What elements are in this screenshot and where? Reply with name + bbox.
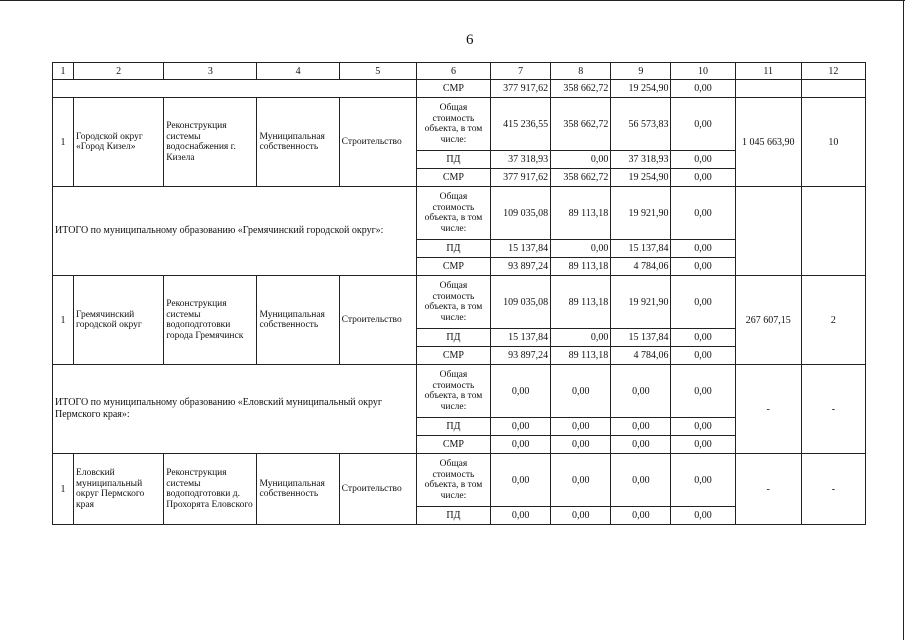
value-cell: 0,00 [671,98,735,151]
row-label: ПД [416,418,490,436]
ownership-cell: Муниципальная собственность [257,276,339,365]
row-label: Общая стоимость объекта, в том числе: [416,276,490,329]
value-cell: 37 318,93 [491,151,551,169]
empty-cell [801,80,865,98]
row-label: СМР [416,169,490,187]
table-row [53,187,866,240]
value-cell: 0,00 [671,240,735,258]
value-cell: 56 573,83 [611,98,671,151]
table-row [53,80,866,98]
object-cell: Реконструкция системы водоподготовки д. Прохорята Еловского [164,454,257,525]
header-cell: 10 [671,63,735,80]
header-row [53,63,866,80]
row-label: СМР [416,80,490,98]
row-label: ПД [416,507,490,525]
value-cell: 0,00 [551,365,611,418]
value-cell: 0,00 [491,418,551,436]
row-number: 1 [53,98,74,187]
value-cell: 0,00 [671,454,735,507]
empty-cell [801,187,865,276]
table-row [53,365,866,418]
row-label: СМР [416,347,490,365]
municipality-cell: Городской округ «Город Кизел» [74,98,164,187]
value-cell: 0,00 [671,347,735,365]
value-cell: 377 917,62 [491,80,551,98]
value-cell: 15 137,84 [491,240,551,258]
value-cell: 415 236,55 [491,98,551,151]
count-cell: 10 [801,98,865,187]
empty-cell [53,80,417,98]
value-cell: 0,00 [611,436,671,454]
value-cell: 93 897,24 [491,258,551,276]
row-number: 1 [53,276,74,365]
value-cell: 89 113,18 [551,258,611,276]
value-cell: 4 784,06 [611,258,671,276]
work-type-cell: Строительство [339,454,416,525]
row-label: ПД [416,329,490,347]
subtotal-label: ИТОГО по муниципальному образованию «Еловский муниципальный округ Пермского края»: [53,365,417,454]
value-cell: 0,00 [491,507,551,525]
value-cell: 37 318,93 [611,151,671,169]
value-cell: 89 113,18 [551,276,611,329]
value-cell: 89 113,18 [551,347,611,365]
header-cell: 7 [491,63,551,80]
value-cell: 358 662,72 [551,169,611,187]
value-cell: 0,00 [611,365,671,418]
value-cell: 93 897,24 [491,347,551,365]
value-cell: 0,00 [671,258,735,276]
row-label: Общая стоимость объекта, в том числе: [416,365,490,418]
value-cell: 0,00 [491,436,551,454]
empty-cell [735,187,801,276]
value-cell: 0,00 [491,454,551,507]
page-right-border [903,0,904,640]
header-cell: 2 [74,63,164,80]
capacity-cell: 267 607,15 [735,276,801,365]
header-cell: 4 [257,63,339,80]
value-cell: 0,00 [671,151,735,169]
value-cell: 0,00 [551,454,611,507]
page-top-border [0,0,905,1]
value-cell: 0,00 [611,418,671,436]
value-cell: 4 784,06 [611,347,671,365]
row-label: ПД [416,151,490,169]
value-cell: 0,00 [491,365,551,418]
row-label: СМР [416,436,490,454]
work-type-cell: Строительство [339,98,416,187]
value-cell: 0,00 [671,418,735,436]
header-cell: 9 [611,63,671,80]
value-cell: 0,00 [551,507,611,525]
table-row [53,276,866,329]
value-cell: 15 137,84 [611,329,671,347]
capacity-cell: - [735,365,801,454]
row-label: ПД [416,240,490,258]
count-cell: - [801,365,865,454]
capacity-cell: - [735,454,801,525]
value-cell: 89 113,18 [551,187,611,240]
funding-table [52,62,866,525]
count-cell: - [801,454,865,525]
value-cell: 15 137,84 [611,240,671,258]
value-cell: 0,00 [671,276,735,329]
ownership-cell: Муниципальная собственность [257,454,339,525]
value-cell: 109 035,08 [491,276,551,329]
work-type-cell: Строительство [339,276,416,365]
header-cell: 3 [164,63,257,80]
header-cell: 5 [339,63,416,80]
table-row [53,98,866,151]
value-cell: 0,00 [551,151,611,169]
value-cell: 0,00 [551,240,611,258]
value-cell: 19 921,90 [611,276,671,329]
value-cell: 0,00 [671,329,735,347]
ownership-cell: Муниципальная собственность [257,98,339,187]
table-row [53,454,866,507]
value-cell: 0,00 [551,329,611,347]
value-cell: 15 137,84 [491,329,551,347]
value-cell: 358 662,72 [551,80,611,98]
header-cell: 1 [53,63,74,80]
object-cell: Реконструкция системы водоподготовки города Гремячинск [164,276,257,365]
header-cell: 12 [801,63,865,80]
header-cell: 8 [551,63,611,80]
municipality-cell: Гремячинский городской округ [74,276,164,365]
value-cell: 0,00 [671,365,735,418]
row-label: Общая стоимость объекта, в том числе: [416,187,490,240]
value-cell: 0,00 [551,436,611,454]
value-cell: 0,00 [611,454,671,507]
municipality-cell: Еловский муниципальный округ Пермского края [74,454,164,525]
header-cell: 11 [735,63,801,80]
value-cell: 19 254,90 [611,169,671,187]
row-number: 1 [53,454,74,525]
value-cell: 19 921,90 [611,187,671,240]
value-cell: 109 035,08 [491,187,551,240]
value-cell: 358 662,72 [551,98,611,151]
value-cell: 0,00 [671,169,735,187]
value-cell: 0,00 [671,80,735,98]
row-label: Общая стоимость объекта, в том числе: [416,454,490,507]
row-label: СМР [416,258,490,276]
page-number: 6 [466,32,474,48]
header-cell: 6 [416,63,490,80]
empty-cell [735,80,801,98]
value-cell: 0,00 [671,507,735,525]
object-cell: Реконструкция системы водоснабжения г. Кизела [164,98,257,187]
subtotal-label: ИТОГО по муниципальному образованию «Гремячинский городской округ»: [53,187,417,276]
value-cell: 0,00 [611,507,671,525]
value-cell: 0,00 [671,187,735,240]
value-cell: 0,00 [551,418,611,436]
row-label: Общая стоимость объекта, в том числе: [416,98,490,151]
count-cell: 2 [801,276,865,365]
value-cell: 0,00 [671,436,735,454]
value-cell: 377 917,62 [491,169,551,187]
capacity-cell: 1 045 663,90 [735,98,801,187]
value-cell: 19 254,90 [611,80,671,98]
